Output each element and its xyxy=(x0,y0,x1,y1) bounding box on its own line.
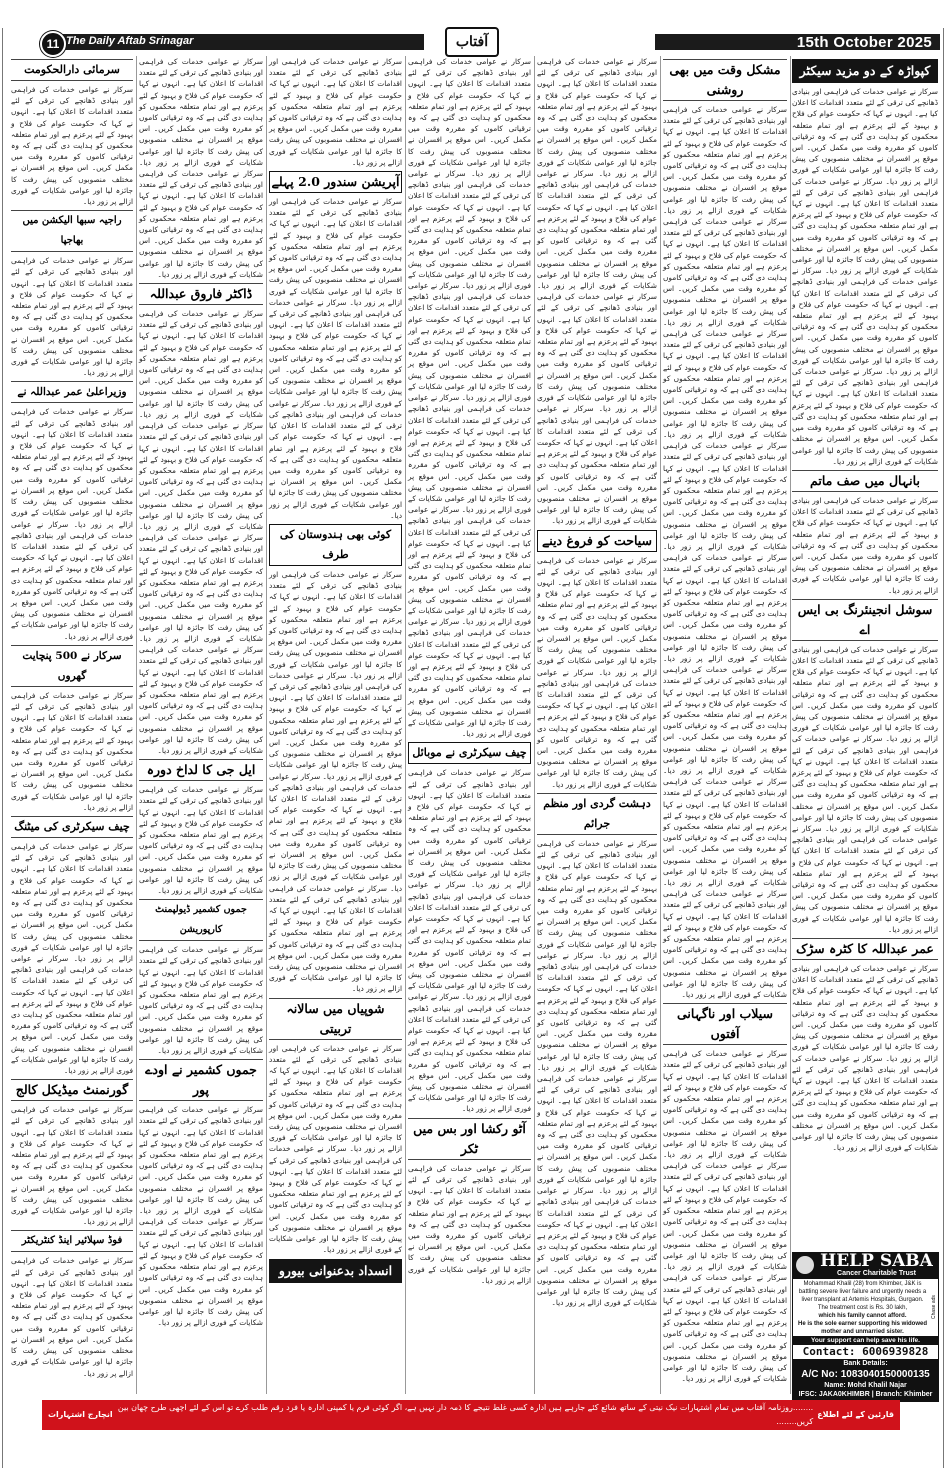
article-text: سرکار نے عوامی خدمات کی فراہمی اور بنیادی ڈھانچے کی ترقی کے لئے متعدد اقدامات کا اعلان کیا ہے۔ انہوں نے کہا کہ حکومت عوام کی فلاح و بہبود کے لئے پرعزم ہے اور تمام متعلقہ محکموں کو ہدایت دی گئی ہے کہ وہ ترقیاتی کاموں کو مقررہ وقت میں مکمل کریں۔ اس موقع پر افسران نے مختلف منصوبوں کی پیش رفت کا جائزہ لیا اور عوامی شکایات کے فوری ازالے پر زور دیا۔ xyxy=(537,950,657,1072)
article-text: سرکار نے عوامی خدمات کی فراہمی اور بنیادی ڈھانچے کی ترقی کے لئے متعدد اقدامات کا اعلان کیا ہے۔ انہوں نے کہا کہ حکومت عوام کی فلاح و بہبود کے لئے پرعزم ہے اور تمام متعلقہ محکموں کو ہدایت دی گئی ہے کہ وہ ترقیاتی کاموں کو مقررہ وقت میں مکمل کریں۔ اس موقع پر افسران نے مختلف منصوبوں کی پیش رفت کا جائزہ لیا اور عوامی شکایات کے فوری ازالے پر زور دیا۔ xyxy=(139,945,263,1056)
article-text: سرکار نے عوامی خدمات کی فراہمی اور بنیادی ڈھانچے کی ترقی کے لئے متعدد اقدامات کا اعلان کیا ہے۔ انہوں نے کہا کہ حکومت عوام کی فلاح و بہبود کے لئے پرعزم ہے اور تمام متعلقہ محکموں کو ہدایت دی گئی ہے کہ وہ ترقیاتی کاموں کو مقررہ وقت میں مکمل کریں۔ اس موقع پر افسران نے مختلف منصوبوں کی پیش رفت کا جائزہ لیا اور عوامی شکایات کے فوری ازالے پر زور دیا۔ xyxy=(537,1186,657,1308)
article-text: سرکار نے عوامی خدمات کی فراہمی اور بنیادی ڈھانچے کی ترقی کے لئے متعدد اقدامات کا اعلان کیا ہے۔ انہوں نے کہا کہ حکومت عوام کی فلاح و بہبود کے لئے پرعزم ہے اور تمام متعلقہ محکموں کو ہدایت دی گئی ہے کہ وہ ترقیاتی کاموں کو مقررہ وقت میں مکمل کریں۔ اس موقع پر افسران نے مختلف منصوبوں کی پیش رفت کا جائزہ لیا اور عوامی شکایات کے فوری ازالے پر زور دیا۔ xyxy=(663,217,787,327)
article-text: سرکار نے عوامی خدمات کی فراہمی اور بنیادی ڈھانچے کی ترقی کے لئے متعدد اقدامات کا اعلان کیا ہے۔ انہوں نے کہا کہ حکومت عوام کی فلاح و بہبود کے لئے پرعزم ہے اور تمام متعلقہ محکموں کو ہدایت دی گئی ہے کہ وہ ترقیاتی کاموں کو مقررہ وقت میں مکمل کریں۔ اس موقع پر افسران نے مختلف منصوبوں کی پیش رفت کا جائزہ لیا اور عوامی شکایات کے فوری ازالے پر زور دیا۔ xyxy=(663,329,787,439)
article-body xyxy=(537,838,657,1309)
article-text: سرکار نے عوامی خدمات کی فراہمی اور بنیادی ڈھانچے کی ترقی کے لئے متعدد اقدامات کا اعلان کیا ہے۔ انہوں نے کہا کہ حکومت عوام کی فلاح و بہبود کے لئے پرعزم ہے اور تمام متعلقہ محکموں کو ہدایت دی گئی ہے کہ وہ ترقیاتی کاموں کو مقررہ وقت میں مکمل کریں۔ اس موقع پر افسران نے مختلف منصوبوں کی پیش رفت کا جائزہ لیا اور عوامی شکایات کے فوری ازالے پر زور دیا۔ xyxy=(537,57,657,179)
article-text: سرکار نے عوامی خدمات کی فراہمی اور بنیادی ڈھانچے کی ترقی کے لئے متعدد اقدامات کا اعلان کیا ہے۔ انہوں نے کہا کہ حکومت عوام کی فلاح و بہبود کے لئے پرعزم ہے اور تمام متعلقہ محکموں کو ہدایت دی گئی ہے کہ وہ ترقیاتی کاموں کو مقررہ وقت میں مکمل کریں۔ اس موقع پر افسران نے مختلف منصوبوں کی پیش رفت کا جائزہ لیا اور عوامی شکایات کے فوری ازالے پر زور دیا۔ xyxy=(139,1217,263,1328)
help-saba-advertisement xyxy=(792,1252,939,1402)
article-text: سرکار نے عوامی خدمات کی فراہمی اور بنیادی ڈھانچے کی ترقی کے لئے متعدد اقدامات کا اعلان کیا ہے۔ انہوں نے کہا کہ حکومت عوام کی فلاح و بہبود کے لئے پرعزم ہے اور تمام متعلقہ محکموں کو ہدایت دی گئی ہے کہ وہ ترقیاتی کاموں کو مقررہ وقت میں مکمل کریں۔ اس موقع پر افسران نے مختلف منصوبوں کی پیش رفت کا جائزہ لیا اور عوامی شکایات کے فوری ازالے پر زور دیا۔ xyxy=(792,734,938,833)
column-5 xyxy=(269,56,402,1286)
headline: سیاحت کو فروغ دینے xyxy=(537,530,657,552)
article-body xyxy=(408,1163,531,1286)
article-text: سرکار نے عوامی خدمات کی فراہمی اور بنیادی ڈھانچے کی ترقی کے لئے متعدد اقدامات کا اعلان کیا ہے۔ انہوں نے کہا کہ حکومت عوام کی فلاح و بہبود کے لئے پرعزم ہے اور تمام متعلقہ محکموں کو ہدایت دی گئی ہے کہ وہ ترقیاتی کاموں کو مقررہ وقت میں مکمل کریں۔ اس موقع پر افسران نے مختلف منصوبوں کی پیش رفت کا جائزہ لیا اور عوامی شکایات کے فوری ازالے پر زور دیا۔ xyxy=(11,1105,133,1227)
article-text: سرکار نے عوامی خدمات کی فراہمی اور بنیادی ڈھانچے کی ترقی کے لئے متعدد اقدامات کا اعلان کیا ہے۔ انہوں نے کہا کہ حکومت عوام کی فلاح و بہبود کے لئے پرعزم ہے اور تمام متعلقہ محکموں کو ہدایت دی گئی ہے کہ وہ ترقیاتی کاموں کو مقررہ وقت میں مکمل کریں۔ اس موقع پر افسران نے مختلف منصوبوں کی پیش رفت کا جائزہ لیا اور عوامی شکایات کے فوری ازالے پر زور دیا۔ xyxy=(139,785,263,896)
headline: بانہال میں صف ماتم xyxy=(792,470,938,492)
article-text: سرکار نے عوامی خدمات کی فراہمی اور بنیادی ڈھانچے کی ترقی کے لئے متعدد اقدامات کا اعلان کیا ہے۔ انہوں نے کہا کہ حکومت عوام کی فلاح و بہبود کے لئے پرعزم ہے اور تمام متعلقہ محکموں کو ہدایت دی گئی ہے کہ وہ ترقیاتی کاموں کو مقررہ وقت میں مکمل کریں۔ اس موقع پر افسران نے مختلف منصوبوں کی پیش رفت کا جائزہ لیا اور عوامی شکایات کے فوری ازالے پر زور دیا۔ xyxy=(663,777,787,888)
article-text: سرکار نے عوامی خدمات کی فراہمی اور بنیادی ڈھانچے کی ترقی کے لئے متعدد اقدامات کا اعلان کیا ہے۔ انہوں نے کہا کہ حکومت عوام کی فلاح و بہبود کے لئے پرعزم ہے اور تمام متعلقہ محکموں کو ہدایت دی گئی ہے کہ وہ ترقیاتی کاموں کو مقررہ وقت میں مکمل کریں۔ اس موقع پر افسران نے مختلف منصوبوں کی پیش رفت کا جائزہ لیا اور عوامی شکایات کے فوری ازالے پر زور دیا۔ xyxy=(408,169,531,291)
article-text: سرکار نے عوامی خدمات کی فراہمی اور بنیادی ڈھانچے کی ترقی کے لئے متعدد اقدامات کا اعلان کیا ہے۔ انہوں نے کہا کہ حکومت عوام کی فلاح و بہبود کے لئے پرعزم ہے اور تمام متعلقہ محکموں کو ہدایت دی گئی ہے کہ وہ ترقیاتی کاموں کو مقررہ وقت میں مکمل کریں۔ اس موقع پر افسران نے مختلف منصوبوں کی پیش رفت کا جائزہ لیا اور عوامی شکایات کے فوری ازالے پر زور دیا۔ xyxy=(663,1161,787,1272)
article-text: سرکار نے عوامی خدمات کی فراہمی اور بنیادی ڈھانچے کی ترقی کے لئے متعدد اقدامات کا اعلان کیا ہے۔ انہوں نے کہا کہ حکومت عوام کی فلاح و بہبود کے لئے پرعزم ہے اور تمام متعلقہ محکموں کو ہدایت دی گئی ہے کہ وہ ترقیاتی کاموں کو مقررہ وقت میں مکمل کریں۔ اس موقع پر افسران نے مختلف منصوبوں کی پیش رفت کا جائزہ لیا اور عوامی شکایات کے فوری ازالے پر زور دیا۔ xyxy=(792,964,938,1063)
headline: ایل جی کا لداخ دورہ xyxy=(139,759,263,781)
column-rule xyxy=(790,56,791,1394)
article-body xyxy=(792,644,938,935)
article-text: سرکار نے عوامی خدمات کی فراہمی اور بنیادی ڈھانچے کی ترقی کے لئے متعدد اقدامات کا اعلان کیا ہے۔ انہوں نے کہا کہ حکومت عوام کی فلاح و بہبود کے لئے پرعزم ہے اور تمام متعلقہ محکموں کو ہدایت دی گئی ہے کہ وہ ترقیاتی کاموں کو مقررہ وقت میں مکمل کریں۔ اس موقع پر افسران نے مختلف منصوبوں کی پیش رفت کا جائزہ لیا اور عوامی شکایات کے فوری ازالے پر زور دیا۔ xyxy=(792,266,938,377)
help-saba-subtitle: Cancer Charitable Trust xyxy=(837,1270,916,1277)
account-number: A/C No: 1083040150000135 xyxy=(801,1368,930,1380)
article-text: سرکار نے عوامی خدمات کی فراہمی اور بنیادی ڈھانچے کی ترقی کے لئے متعدد اقدامات کا اعلان کیا ہے۔ انہوں نے کہا کہ حکومت عوام کی فلاح و بہبود کے لئے پرعزم ہے اور تمام متعلقہ محکموں کو ہدایت دی گئی ہے کہ وہ ترقیاتی کاموں کو مقررہ وقت میں مکمل کریں۔ اس موقع پر افسران نے مختلف منصوبوں کی پیش رفت کا جائزہ لیا اور عوامی شکایات کے فوری ازالے پر زور دیا۔ xyxy=(11,690,133,812)
article-text: سرکار نے عوامی خدمات کی فراہمی اور بنیادی ڈھانچے کی ترقی کے لئے متعدد اقدامات کا اعلان کیا ہے۔ انہوں نے کہا کہ حکومت عوام کی فلاح و بہبود کے لئے پرعزم ہے اور تمام متعلقہ محکموں کو ہدایت دی گئی ہے کہ وہ ترقیاتی کاموں کو مقررہ وقت میں مکمل کریں۔ اس موقع پر افسران نے مختلف منصوبوں کی پیش رفت کا جائزہ لیا اور عوامی شکایات کے فوری ازالے پر زور دیا۔ xyxy=(408,768,531,890)
article-text: سرکار نے عوامی خدمات کی فراہمی اور بنیادی ڈھانچے کی ترقی کے لئے متعدد اقدامات کا اعلان کیا ہے۔ انہوں نے کہا کہ حکومت عوام کی فلاح و بہبود کے لئے پرعزم ہے اور تمام متعلقہ محکموں کو ہدایت دی گئی ہے کہ وہ ترقیاتی کاموں کو مقررہ وقت میں مکمل کریں۔ اس موقع پر افسران نے مختلف منصوبوں کی پیش رفت کا جائزہ لیا اور عوامی شکایات کے فوری ازالے پر زور دیا۔ xyxy=(663,1049,787,1160)
paper-name: The Daily Aftab Srinagar xyxy=(66,35,194,47)
notice-text: ........روزنامہ آفتاب میں تمام اشتہارات نیک نیتی کے ساتھ شائع کئے جارہے ہیں ادارہ کسی غلط نتیجے کا ذمہ دار نہیں ہے، اگر کوئی فرم یا کمپنی ادارہ یا فرد رقم طلب کرے تو اس کے لئے اچھی طرح چھان بین کریں........ xyxy=(117,1403,814,1426)
article-body xyxy=(11,1255,133,1378)
paper-logo: آفتاب xyxy=(445,27,499,57)
help-saba-title: HELP SABA xyxy=(820,1251,933,1271)
column-rule xyxy=(266,56,267,1394)
article-text: سرکار نے عوامی خدمات کی فراہمی اور بنیادی ڈھانچے کی ترقی کے لئے متعدد اقدامات کا اعلان کیا ہے۔ انہوں نے کہا کہ حکومت عوام کی فلاح و بہبود کے لئے پرعزم ہے اور تمام متعلقہ محکموں کو ہدایت دی گئی ہے کہ وہ ترقیاتی کاموں کو مقررہ وقت میں مکمل کریں۔ اس موقع پر افسران نے مختلف منصوبوں کی پیش رفت کا جائزہ لیا اور عوامی شکایات کے فوری ازالے پر زور دیا۔ xyxy=(269,197,402,307)
headline: فوڈ سپلائیر اینڈ کنٹریکٹر xyxy=(11,1230,133,1252)
notice-label: قارئین کے لئے اطلاع xyxy=(817,1410,894,1419)
article-text: سرکار نے عوامی خدمات کی فراہمی اور بنیادی ڈھانچے کی ترقی کے لئے متعدد اقدامات کا اعلان کیا ہے۔ انہوں نے کہا کہ حکومت عوام کی فلاح و بہبود کے لئے پرعزم ہے اور تمام متعلقہ محکموں کو ہدایت دی گئی ہے کہ وہ ترقیاتی کاموں کو مقررہ وقت میں مکمل کریں۔ اس موقع پر افسران نے مختلف منصوبوں کی پیش رفت کا جائزہ لیا اور عوامی شکایات کے فوری ازالے پر زور دیا۔ xyxy=(269,398,402,520)
article-text: سرکار نے عوامی خدمات کی فراہمی اور بنیادی ڈھانچے کی ترقی کے لئے متعدد اقدامات کا اعلان کیا ہے۔ انہوں نے کہا کہ حکومت عوام کی فلاح و بہبود کے لئے پرعزم ہے اور تمام متعلقہ محکموں کو ہدایت دی گئی ہے کہ وہ ترقیاتی کاموں کو مقررہ وقت میں مکمل کریں۔ اس موقع پر افسران نے مختلف منصوبوں کی پیش رفت کا جائزہ لیا اور عوامی شکایات کے فوری ازالے پر زور دیا۔ xyxy=(139,169,263,279)
article-text: سرکار نے عوامی خدمات کی فراہمی اور بنیادی ڈھانچے کی ترقی کے لئے متعدد اقدامات کا اعلان کیا ہے۔ انہوں نے کہا کہ حکومت عوام کی فلاح و بہبود کے لئے پرعزم ہے اور تمام متعلقہ محکموں کو ہدایت دی گئی ہے کہ وہ ترقیاتی کاموں کو مقررہ وقت میں مکمل کریں۔ اس موقع پر افسران نے مختلف منصوبوں کی پیش رفت کا جائزہ لیا اور عوامی شکایات کے فوری ازالے پر زور دیا۔ xyxy=(139,645,263,755)
article-text: سرکار نے عوامی خدمات کی فراہمی اور بنیادی ڈھانچے کی ترقی کے لئے متعدد اقدامات کا اعلان کیا ہے۔ انہوں نے کہا کہ حکومت عوام کی فلاح و بہبود کے لئے پرعزم ہے اور تمام متعلقہ محکموں کو ہدایت دی گئی ہے کہ وہ ترقیاتی کاموں کو مقررہ وقت میں مکمل کریں۔ اس موقع پر افسران نے مختلف منصوبوں کی پیش رفت کا جائزہ لیا اور عوامی شکایات کے فوری ازالے پر زور دیا۔ xyxy=(11,954,133,1076)
article-body xyxy=(139,944,263,1056)
article-body xyxy=(269,196,402,521)
column-6 xyxy=(139,56,263,1330)
article-text: سرکار نے عوامی خدمات کی فراہمی اور بنیادی ڈھانچے کی ترقی کے لئے متعدد اقدامات کا اعلان کیا ہے۔ انہوں نے کہا کہ حکومت عوام کی فلاح و بہبود کے لئے پرعزم ہے اور تمام متعلقہ محکموں کو ہدایت دی گئی ہے کہ وہ ترقیاتی کاموں کو مقررہ وقت میں مکمل کریں۔ اس موقع پر افسران نے مختلف منصوبوں کی پیش رفت کا جائزہ لیا اور عوامی شکایات کے فوری ازالے پر زور دیا۔ xyxy=(139,533,263,643)
headline: آپریشن سندور 2.0 پہلے xyxy=(269,171,402,193)
article-body xyxy=(663,1048,787,1384)
appeal-line: which his family cannot afford. xyxy=(818,1313,907,1319)
article-body xyxy=(269,569,402,995)
article-text: سرکار نے عوامی خدمات کی فراہمی اور بنیادی ڈھانچے کی ترقی کے لئے متعدد اقدامات کا اعلان کیا ہے۔ انہوں نے کہا کہ حکومت عوام کی فلاح و بہبود کے لئے پرعزم ہے اور تمام متعلقہ محکموں کو ہدایت دی گئی ہے کہ وہ ترقیاتی کاموں کو مقررہ وقت میں مکمل کریں۔ اس موقع پر افسران نے مختلف منصوبوں کی پیش رفت کا جائزہ لیا اور عوامی شکایات کے فوری ازالے پر زور دیا۔ xyxy=(408,1163,531,1285)
page-number: 11 xyxy=(40,31,66,57)
article-text: سرکار نے عوامی خدمات کی فراہمی اور بنیادی ڈھانچے کی ترقی کے لئے متعدد اقدامات کا اعلان کیا ہے۔ انہوں نے کہا کہ حکومت عوام کی فلاح و بہبود کے لئے پرعزم ہے اور تمام متعلقہ محکموں کو ہدایت دی گئی ہے کہ وہ ترقیاتی کاموں کو مقررہ وقت میں مکمل کریں۔ اس موقع پر افسران نے مختلف منصوبوں کی پیش رفت کا جائزہ لیا اور عوامی شکایات کے فوری ازالے پر زور دیا۔ xyxy=(537,292,657,414)
article-body xyxy=(269,56,402,168)
column-2 xyxy=(663,56,787,1386)
notice-signature: انچارج اشتہارات xyxy=(48,1410,113,1419)
article-body xyxy=(11,255,133,378)
article-text: سرکار نے عوامی خدمات کی فراہمی اور بنیادی ڈھانچے کی ترقی کے لئے متعدد اقدامات کا اعلان کیا ہے۔ انہوں نے کہا کہ حکومت عوام کی فلاح و بہبود کے لئے پرعزم ہے اور تمام متعلقہ محکموں کو ہدایت دی گئی ہے کہ وہ ترقیاتی کاموں کو مقررہ وقت میں مکمل کریں۔ اس موقع پر افسران نے مختلف منصوبوں کی پیش رفت کا جائزہ لیا اور عوامی شکایات کے فوری ازالے پر زور دیا۔ xyxy=(792,1053,938,1153)
article-text: سرکار نے عوامی خدمات کی فراہمی اور بنیادی ڈھانچے کی ترقی کے لئے متعدد اقدامات کا اعلان کیا ہے۔ انہوں نے کہا کہ حکومت عوام کی فلاح و بہبود کے لئے پرعزم ہے اور تمام متعلقہ محکموں کو ہدایت دی گئی ہے کہ وہ ترقیاتی کاموں کو مقررہ وقت میں مکمل کریں۔ اس موقع پر افسران نے مختلف منصوبوں کی پیش رفت کا جائزہ لیا اور عوامی شکایات کے فوری ازالے پر زور دیا۔ xyxy=(139,421,263,531)
article-text: سرکار نے عوامی خدمات کی فراہمی اور بنیادی ڈھانچے کی ترقی کے لئے متعدد اقدامات کا اعلان کیا ہے۔ انہوں نے کہا کہ حکومت عوام کی فلاح و بہبود کے لئے پرعزم ہے اور تمام متعلقہ محکموں کو ہدایت دی گئی ہے کہ وہ ترقیاتی کاموں کو مقررہ وقت میں مکمل کریں۔ اس موقع پر افسران نے مختلف منصوبوں کی پیش رفت کا جائزہ لیا اور عوامی شکایات کے فوری ازالے پر زور دیا۔ xyxy=(269,57,402,167)
headline: عمر عبداللہ کا کٹرہ سڑک xyxy=(792,938,938,960)
appeal-line: Mohammad Khalil (28) from Khimber, J&K is battling severe liver failure and urgently needs a liver transplant at Artemis Hospitals, Gurgaon. The treatment cost is Rs. 30 lakh, xyxy=(798,1281,927,1311)
article-text: سرکار نے عوامی خدمات کی فراہمی اور بنیادی ڈھانچے کی ترقی کے لئے متعدد اقدامات کا اعلان کیا ہے۔ انہوں نے کہا کہ حکومت عوام کی فلاح و بہبود کے لئے پرعزم ہے اور تمام متعلقہ محکموں کو ہدایت دی گئی ہے کہ وہ ترقیاتی کاموں کو مقررہ وقت میں مکمل کریں۔ اس موقع پر افسران نے مختلف منصوبوں کی پیش رفت کا جائزہ لیا اور عوامی شکایات کے فوری ازالے پر زور دیا۔ xyxy=(11,1256,133,1378)
article-text: سرکار نے عوامی خدمات کی فراہمی اور بنیادی ڈھانچے کی ترقی کے لئے متعدد اقدامات کا اعلان کیا ہے۔ انہوں نے کہا کہ حکومت عوام کی فلاح و بہبود کے لئے پرعزم ہے اور تمام متعلقہ محکموں کو ہدایت دی گئی ہے کہ وہ ترقیاتی کاموں کو مقررہ وقت میں مکمل کریں۔ اس موقع پر افسران نے مختلف منصوبوں کی پیش رفت کا جائزہ لیا اور عوامی شکایات کے فوری ازالے پر زور دیا۔ xyxy=(537,169,657,291)
account-name: Name: Mohd Khalil Najar xyxy=(824,1381,907,1389)
headline: ڈاکٹر فاروق عبداللہ xyxy=(139,283,263,305)
masthead-left-bar xyxy=(44,34,424,50)
trust-seal-icon xyxy=(796,1256,814,1274)
article-text: سرکار نے عوامی خدمات کی فراہمی اور بنیادی ڈھانچے کی ترقی کے لئے متعدد اقدامات کا اعلان کیا ہے۔ انہوں نے کہا کہ حکومت عوام کی فلاح و بہبود کے لئے پرعزم ہے اور تمام متعلقہ محکموں کو ہدایت دی گئی ہے کہ وہ ترقیاتی کاموں کو مقررہ وقت میں مکمل کریں۔ اس موقع پر افسران نے مختلف منصوبوں کی پیش رفت کا جائزہ لیا اور عوامی شکایات کے فوری ازالے پر زور دیا۔ xyxy=(11,841,133,963)
headline: جموں کشمیر ڈیولپمنٹ کارپوریشن xyxy=(139,899,263,941)
masthead-right-bar xyxy=(655,34,940,50)
ad-caption: Chase ads xyxy=(931,1295,937,1320)
appeal-line: He is the sole earner supporting his widowed mother and unmarried sister. xyxy=(797,1321,928,1335)
help-saba-header xyxy=(793,1253,938,1279)
article-text: سرکار نے عوامی خدمات کی فراہمی اور بنیادی ڈھانچے کی ترقی کے لئے متعدد اقدامات کا اعلان کیا ہے۔ انہوں نے کہا کہ حکومت عوام کی فلاح و بہبود کے لئے پرعزم ہے اور تمام متعلقہ محکموں کو ہدایت دی گئی ہے کہ وہ ترقیاتی کاموں کو مقررہ وقت میں مکمل کریں۔ اس موقع پر افسران نے مختلف منصوبوں کی پیش رفت کا جائزہ لیا اور عوامی شکایات کے فوری ازالے پر زور دیا۔ xyxy=(269,1144,402,1255)
article-text: سرکار نے عوامی خدمات کی فراہمی اور بنیادی ڈھانچے کی ترقی کے لئے متعدد اقدامات کا اعلان کیا ہے۔ انہوں نے کہا کہ حکومت عوام کی فلاح و بہبود کے لئے پرعزم ہے اور تمام متعلقہ محکموں کو ہدایت دی گئی ہے کہ وہ ترقیاتی کاموں کو مقررہ وقت میں مکمل کریں۔ اس موقع پر افسران نے مختلف منصوبوں کی پیش رفت کا جائزہ لیا اور عوامی شکایات کے فوری ازالے پر زور دیا۔ xyxy=(792,495,938,595)
headline: مشکل وقت میں بھی روشنی xyxy=(663,59,787,101)
article-text: سرکار نے عوامی خدمات کی فراہمی اور بنیادی ڈھانچے کی ترقی کے لئے متعدد اقدامات کا اعلان کیا ہے۔ انہوں نے کہا کہ حکومت عوام کی فلاح و بہبود کے لئے پرعزم ہے اور تمام متعلقہ محکموں کو ہدایت دی گئی ہے کہ وہ ترقیاتی کاموں کو مقررہ وقت میں مکمل کریں۔ اس موقع پر افسران نے مختلف منصوبوں کی پیش رفت کا جائزہ لیا اور عوامی شکایات کے فوری ازالے پر زور دیا۔ xyxy=(663,105,787,215)
article-body xyxy=(11,690,133,813)
article-text: سرکار نے عوامی خدمات کی فراہمی اور بنیادی ڈھانچے کی ترقی کے لئے متعدد اقدامات کا اعلان کیا ہے۔ انہوں نے کہا کہ حکومت عوام کی فلاح و بہبود کے لئے پرعزم ہے اور تمام متعلقہ محکموں کو ہدایت دی گئی ہے کہ وہ ترقیاتی کاموں کو مقررہ وقت میں مکمل کریں۔ اس موقع پر افسران نے مختلف منصوبوں کی پیش رفت کا جائزہ لیا اور عوامی شکایات کے فوری ازالے پر زور دیا۔ xyxy=(792,644,938,744)
article-text: سرکار نے عوامی خدمات کی فراہمی اور بنیادی ڈھانچے کی ترقی کے لئے متعدد اقدامات کا اعلان کیا ہے۔ انہوں نے کہا کہ حکومت عوام کی فلاح و بہبود کے لئے پرعزم ہے اور تمام متعلقہ محکموں کو ہدایت دی گئی ہے کہ وہ ترقیاتی کاموں کو مقررہ وقت میں مکمل کریں۔ اس موقع پر افسران نے مختلف منصوبوں کی پیش رفت کا جائزہ لیا اور عوامی شکایات کے فوری ازالے پر زور دیا۔ xyxy=(269,771,402,893)
article-body xyxy=(11,1104,133,1227)
issue-date: 15th October 2025 xyxy=(796,34,932,51)
article-text: سرکار نے عوامی خدمات کی فراہمی اور بنیادی ڈھانچے کی ترقی کے لئے متعدد اقدامات کا اعلان کیا ہے۔ انہوں نے کہا کہ حکومت عوام کی فلاح و بہبود کے لئے پرعزم ہے اور تمام متعلقہ محکموں کو ہدایت دی گئی ہے کہ وہ ترقیاتی کاموں کو مقررہ وقت میں مکمل کریں۔ اس موقع پر افسران نے مختلف منصوبوں کی پیش رفت کا جائزہ لیا اور عوامی شکایات کے فوری ازالے پر زور دیا۔ xyxy=(11,519,133,641)
column-rule xyxy=(136,56,137,1394)
article-text: سرکار نے عوامی خدمات کی فراہمی اور بنیادی ڈھانچے کی ترقی کے لئے متعدد اقدامات کا اعلان کیا ہے۔ انہوں نے کہا کہ حکومت عوام کی فلاح و بہبود کے لئے پرعزم ہے اور تمام متعلقہ محکموں کو ہدایت دی گئی ہے کہ وہ ترقیاتی کاموں کو مقررہ وقت میں مکمل کریں۔ اس موقع پر افسران نے مختلف منصوبوں کی پیش رفت کا جائزہ لیا اور عوامی شکایات کے فوری ازالے پر زور دیا۔ xyxy=(269,670,402,781)
article-body xyxy=(537,555,657,790)
article-text: سرکار نے عوامی خدمات کی فراہمی اور بنیادی ڈھانچے کی ترقی کے لئے متعدد اقدامات کا اعلان کیا ہے۔ انہوں نے کہا کہ حکومت عوام کی فلاح و بہبود کے لئے پرعزم ہے اور تمام متعلقہ محکموں کو ہدایت دی گئی ہے کہ وہ ترقیاتی کاموں کو مقررہ وقت میں مکمل کریں۔ اس موقع پر افسران نے مختلف منصوبوں کی پیش رفت کا جائزہ لیا اور عوامی شکایات کے فوری ازالے پر زور دیا۔ xyxy=(408,992,531,1114)
headline: چیف سیکرٹری نے موبائل xyxy=(408,742,531,764)
column-rule xyxy=(660,56,661,1394)
article-text: سرکار نے عوامی خدمات کی فراہمی اور بنیادی ڈھانچے کی ترقی کے لئے متعدد اقدامات کا اعلان کیا ہے۔ انہوں نے کہا کہ حکومت عوام کی فلاح و بہبود کے لئے پرعزم ہے اور تمام متعلقہ محکموں کو ہدایت دی گئی ہے کہ وہ ترقیاتی کاموں کو مقررہ وقت میں مکمل کریں۔ اس موقع پر افسران نے مختلف منصوبوں کی پیش رفت کا جائزہ لیا اور عوامی شکایات کے فوری ازالے پر زور دیا۔ xyxy=(408,505,531,627)
column-4 xyxy=(408,56,531,1288)
headline: دہشت گردی اور منظم جرائم xyxy=(537,793,657,835)
headline: کوئی بھی ہندوستان کی طرف xyxy=(269,524,402,566)
article-text: سرکار نے عوامی خدمات کی فراہمی اور بنیادی ڈھانچے کی ترقی کے لئے متعدد اقدامات کا اعلان کیا ہے۔ انہوں نے کہا کہ حکومت عوام کی فلاح و بہبود کے لئے پرعزم ہے اور تمام متعلقہ محکموں کو ہدایت دی گئی ہے کہ وہ ترقیاتی کاموں کو مقررہ وقت میں مکمل کریں۔ اس موقع پر افسران نے مختلف منصوبوں کی پیش رفت کا جائزہ لیا اور عوامی شکایات کے فوری ازالے پر زور دیا۔ xyxy=(408,57,531,179)
article-body xyxy=(537,56,657,527)
headline: گورنمنٹ میڈیکل کالج xyxy=(11,1079,133,1101)
article-text: سرکار نے عوامی خدمات کی فراہمی اور بنیادی ڈھانچے کی ترقی کے لئے متعدد اقدامات کا اعلان کیا ہے۔ انہوں نے کہا کہ حکومت عوام کی فلاح و بہبود کے لئے پرعزم ہے اور تمام متعلقہ محکموں کو ہدایت دی گئی ہے کہ وہ ترقیاتی کاموں کو مقررہ وقت میں مکمل کریں۔ اس موقع پر افسران نے مختلف منصوبوں کی پیش رفت کا جائزہ لیا اور عوامی شکایات کے فوری ازالے پر زور دیا۔ xyxy=(792,87,938,186)
headline: چیف سیکرٹری کی میٹنگ xyxy=(11,816,133,838)
article-text: سرکار نے عوامی خدمات کی فراہمی اور بنیادی ڈھانچے کی ترقی کے لئے متعدد اقدامات کا اعلان کیا ہے۔ انہوں نے کہا کہ حکومت عوام کی فلاح و بہبود کے لئے پرعزم ہے اور تمام متعلقہ محکموں کو ہدایت دی گئی ہے کہ وہ ترقیاتی کاموں کو مقررہ وقت میں مکمل کریں۔ اس موقع پر افسران نے مختلف منصوبوں کی پیش رفت کا جائزہ لیا اور عوامی شکایات کے فوری ازالے پر زور دیا۔ xyxy=(139,1105,263,1216)
article-body xyxy=(663,104,787,1000)
article-body xyxy=(11,84,133,207)
headline: انسداد بدعنوانی بیورو xyxy=(269,1259,402,1283)
headline: سرکار نے 500 پنچایت گھروں xyxy=(11,645,133,687)
headline: آٹو رکشا اور بس میں ٹکر xyxy=(408,1118,531,1160)
article-text: سرکار نے عوامی خدمات کی فراہمی اور بنیادی ڈھانچے کی ترقی کے لئے متعدد اقدامات کا اعلان کیا ہے۔ انہوں نے کہا کہ حکومت عوام کی فلاح و بہبود کے لئے پرعزم ہے اور تمام متعلقہ محکموں کو ہدایت دی گئی ہے کہ وہ ترقیاتی کاموں کو مقررہ وقت میں مکمل کریں۔ اس موقع پر افسران نے مختلف منصوبوں کی پیش رفت کا جائزہ لیا اور عوامی شکایات کے فوری ازالے پر زور دیا۔ xyxy=(537,838,657,960)
article-body xyxy=(792,86,938,467)
article-text: سرکار نے عوامی خدمات کی فراہمی اور بنیادی ڈھانچے کی ترقی کے لئے متعدد اقدامات کا اعلان کیا ہے۔ انہوں نے کہا کہ حکومت عوام کی فلاح و بہبود کے لئے پرعزم ہے اور تمام متعلقہ محکموں کو ہدایت دی گئی ہے کہ وہ ترقیاتی کاموں کو مقررہ وقت میں مکمل کریں۔ اس موقع پر افسران نے مختلف منصوبوں کی پیش رفت کا جائزہ لیا اور عوامی شکایات کے فوری ازالے پر زور دیا۔ xyxy=(663,665,787,775)
article-body xyxy=(11,841,133,1076)
headline: وزیراعلیٰ عمر عبداللہ نے xyxy=(11,381,133,403)
article-text: سرکار نے عوامی خدمات کی فراہمی اور بنیادی ڈھانچے کی ترقی کے لئے متعدد اقدامات کا اعلان کیا ہے۔ انہوں نے کہا کہ حکومت عوام کی فلاح و بہبود کے لئے پرعزم ہے اور تمام متعلقہ محکموں کو ہدایت دی گئی ہے کہ وہ ترقیاتی کاموں کو مقررہ وقت میں مکمل کریں۔ اس موقع پر افسران نے مختلف منصوبوں کی پیش رفت کا جائزہ لیا اور عوامی شکایات کے فوری ازالے پر زور دیا۔ xyxy=(269,1043,402,1154)
article-text: سرکار نے عوامی خدمات کی فراہمی اور بنیادی ڈھانچے کی ترقی کے لئے متعدد اقدامات کا اعلان کیا ہے۔ انہوں نے کہا کہ حکومت عوام کی فلاح و بہبود کے لئے پرعزم ہے اور تمام متعلقہ محکموں کو ہدایت دی گئی ہے کہ وہ ترقیاتی کاموں کو مقررہ وقت میں مکمل کریں۔ اس موقع پر افسران نے مختلف منصوبوں کی پیش رفت کا جائزہ لیا اور عوامی شکایات کے فوری ازالے پر زور دیا۔ xyxy=(663,441,787,551)
article-text: سرکار نے عوامی خدمات کی فراہمی اور بنیادی ڈھانچے کی ترقی کے لئے متعدد اقدامات کا اعلان کیا ہے۔ انہوں نے کہا کہ حکومت عوام کی فلاح و بہبود کے لئے پرعزم ہے اور تمام متعلقہ محکموں کو ہدایت دی گئی ہے کہ وہ ترقیاتی کاموں کو مقررہ وقت میں مکمل کریں۔ اس موقع پر افسران نے مختلف منصوبوں کی پیش رفت کا جائزہ لیا اور عوامی شکایات کے فوری ازالے پر زور دیا۔ xyxy=(139,57,263,167)
article-text: سرکار نے عوامی خدمات کی فراہمی اور بنیادی ڈھانچے کی ترقی کے لئے متعدد اقدامات کا اعلان کیا ہے۔ انہوں نے کہا کہ حکومت عوام کی فلاح و بہبود کے لئے پرعزم ہے اور تمام متعلقہ محکموں کو ہدایت دی گئی ہے کہ وہ ترقیاتی کاموں کو مقررہ وقت میں مکمل کریں۔ اس موقع پر افسران نے مختلف منصوبوں کی پیش رفت کا جائزہ لیا اور عوامی شکایات کے فوری ازالے پر زور دیا۔ xyxy=(139,309,263,419)
help-saba-appeal-wrap xyxy=(793,1279,938,1336)
article-body xyxy=(139,56,263,280)
article-body xyxy=(139,1104,263,1328)
headline: راجیہ سبھا الیکشن میں بھاجپا xyxy=(11,210,133,252)
readers-notice-banner xyxy=(42,1400,900,1430)
headline: کپواڑہ کے دو مزید سیکٹر xyxy=(792,59,938,83)
article-text: سرکار نے عوامی خدمات کی فراہمی اور بنیادی ڈھانچے کی ترقی کے لئے متعدد اقدامات کا اعلان کیا ہے۔ انہوں نے کہا کہ حکومت عوام کی فلاح و بہبود کے لئے پرعزم ہے اور تمام متعلقہ محکموں کو ہدایت دی گئی ہے کہ وہ ترقیاتی کاموں کو مقررہ وقت میں مکمل کریں۔ اس موقع پر افسران نے مختلف منصوبوں کی پیش رفت کا جائزہ لیا اور عوامی شکایات کے فوری ازالے پر زور دیا۔ xyxy=(408,880,531,1002)
article-body xyxy=(11,406,133,641)
article-body xyxy=(792,495,938,596)
article-body xyxy=(408,767,531,1114)
headline: سیلاب اور ناگہانی آفتوں xyxy=(663,1003,787,1045)
headline: سرمائی دارالحکومت xyxy=(11,59,133,81)
column-7 xyxy=(11,56,133,1381)
article-text: سرکار نے عوامی خدمات کی فراہمی اور بنیادی ڈھانچے کی ترقی کے لئے متعدد اقدامات کا اعلان کیا ہے۔ انہوں نے کہا کہ حکومت عوام کی فلاح و بہبود کے لئے پرعزم ہے اور تمام متعلقہ محکموں کو ہدایت دی گئی ہے کہ وہ ترقیاتی کاموں کو مقررہ وقت میں مکمل کریں۔ اس موقع پر افسران نے مختلف منصوبوں کی پیش رفت کا جائزہ لیا اور عوامی شکایات کے فوری ازالے پر زور دیا۔ xyxy=(269,297,402,408)
bank-label: Bank Details: xyxy=(843,1360,888,1367)
article-body xyxy=(269,1043,402,1256)
article-text: سرکار نے عوامی خدمات کی فراہمی اور بنیادی ڈھانچے کی ترقی کے لئے متعدد اقدامات کا اعلان کیا ہے۔ انہوں نے کہا کہ حکومت عوام کی فلاح و بہبود کے لئے پرعزم ہے اور تمام متعلقہ محکموں کو ہدایت دی گئی ہے کہ وہ ترقیاتی کاموں کو مقررہ وقت میں مکمل کریں۔ اس موقع پر افسران نے مختلف منصوبوں کی پیش رفت کا جائزہ لیا اور عوامی شکایات کے فوری ازالے پر زور دیا۔ xyxy=(408,281,531,403)
article-text: سرکار نے عوامی خدمات کی فراہمی اور بنیادی ڈھانچے کی ترقی کے لئے متعدد اقدامات کا اعلان کیا ہے۔ انہوں نے کہا کہ حکومت عوام کی فلاح و بہبود کے لئے پرعزم ہے اور تمام متعلقہ محکموں کو ہدایت دی گئی ہے کہ وہ ترقیاتی کاموں کو مقررہ وقت میں مکمل کریں۔ اس موقع پر افسران نے مختلف منصوبوں کی پیش رفت کا جائزہ لیا اور عوامی شکایات کے فوری ازالے پر زور دیا۔ xyxy=(408,393,531,515)
column-rule xyxy=(534,56,535,1394)
column-rule xyxy=(405,56,406,1394)
article-body xyxy=(139,308,263,756)
article-text: سرکار نے عوامی خدمات کی فراہمی اور بنیادی ڈھانچے کی ترقی کے لئے متعدد اقدامات کا اعلان کیا ہے۔ انہوں نے کہا کہ حکومت عوام کی فلاح و بہبود کے لئے پرعزم ہے اور تمام متعلقہ محکموں کو ہدایت دی گئی ہے کہ وہ ترقیاتی کاموں کو مقررہ وقت میں مکمل کریں۔ اس موقع پر افسران نے مختلف منصوبوں کی پیش رفت کا جائزہ لیا اور عوامی شکایات کے فوری ازالے پر زور دیا۔ xyxy=(11,256,133,378)
article-text: سرکار نے عوامی خدمات کی فراہمی اور بنیادی ڈھانچے کی ترقی کے لئے متعدد اقدامات کا اعلان کیا ہے۔ انہوں نے کہا کہ حکومت عوام کی فلاح و بہبود کے لئے پرعزم ہے اور تمام متعلقہ محکموں کو ہدایت دی گئی ہے کہ وہ ترقیاتی کاموں کو مقررہ وقت میں مکمل کریں۔ اس موقع پر افسران نے مختلف منصوبوں کی پیش رفت کا جائزہ لیا اور عوامی شکایات کے فوری ازالے پر زور دیا۔ xyxy=(792,367,938,466)
contact-number: Contact: 6006939828 xyxy=(802,1345,929,1358)
article-text: سرکار نے عوامی خدمات کی فراہمی اور بنیادی ڈھانچے کی ترقی کے لئے متعدد اقدامات کا اعلان کیا ہے۔ انہوں نے کہا کہ حکومت عوام کی فلاح و بہبود کے لئے پرعزم ہے اور تمام متعلقہ محکموں کو ہدایت دی گئی ہے کہ وہ ترقیاتی کاموں کو مقررہ وقت میں مکمل کریں۔ اس موقع پر افسران نے مختلف منصوبوں کی پیش رفت کا جائزہ لیا اور عوامی شکایات کے فوری ازالے پر زور دیا۔ xyxy=(663,553,787,663)
article-text: سرکار نے عوامی خدمات کی فراہمی اور بنیادی ڈھانچے کی ترقی کے لئے متعدد اقدامات کا اعلان کیا ہے۔ انہوں نے کہا کہ حکومت عوام کی فلاح و بہبود کے لئے پرعزم ہے اور تمام متعلقہ محکموں کو ہدایت دی گئی ہے کہ وہ ترقیاتی کاموں کو مقررہ وقت میں مکمل کریں۔ اس موقع پر افسران نے مختلف منصوبوں کی پیش رفت کا جائزہ لیا اور عوامی شکایات کے فوری ازالے پر زور دیا۔ xyxy=(792,823,938,934)
article-text: سرکار نے عوامی خدمات کی فراہمی اور بنیادی ڈھانچے کی ترقی کے لئے متعدد اقدامات کا اعلان کیا ہے۔ انہوں نے کہا کہ حکومت عوام کی فلاح و بہبود کے لئے پرعزم ہے اور تمام متعلقہ محکموں کو ہدایت دی گئی ہے کہ وہ ترقیاتی کاموں کو مقررہ وقت میں مکمل کریں۔ اس موقع پر افسران نے مختلف منصوبوں کی پیش رفت کا جائزہ لیا اور عوامی شکایات کے فوری ازالے پر زور دیا۔ xyxy=(269,569,402,680)
article-text: سرکار نے عوامی خدمات کی فراہمی اور بنیادی ڈھانچے کی ترقی کے لئے متعدد اقدامات کا اعلان کیا ہے۔ انہوں نے کہا کہ حکومت عوام کی فلاح و بہبود کے لئے پرعزم ہے اور تمام متعلقہ محکموں کو ہدایت دی گئی ہے کہ وہ ترقیاتی کاموں کو مقررہ وقت میں مکمل کریں۔ اس موقع پر افسران نے مختلف منصوبوں کی پیش رفت کا جائزہ لیا اور عوامی شکایات کے فوری ازالے پر زور دیا۔ xyxy=(11,407,133,529)
article-text: سرکار نے عوامی خدمات کی فراہمی اور بنیادی ڈھانچے کی ترقی کے لئے متعدد اقدامات کا اعلان کیا ہے۔ انہوں نے کہا کہ حکومت عوام کی فلاح و بہبود کے لئے پرعزم ہے اور تمام متعلقہ محکموں کو ہدایت دی گئی ہے کہ وہ ترقیاتی کاموں کو مقررہ وقت میں مکمل کریں۔ اس موقع پر افسران نے مختلف منصوبوں کی پیش رفت کا جائزہ لیا اور عوامی شکایات کے فوری ازالے پر زور دیا۔ xyxy=(408,617,531,739)
article-text: سرکار نے عوامی خدمات کی فراہمی اور بنیادی ڈھانچے کی ترقی کے لئے متعدد اقدامات کا اعلان کیا ہے۔ انہوں نے کہا کہ حکومت عوام کی فلاح و بہبود کے لئے پرعزم ہے اور تمام متعلقہ محکموں کو ہدایت دی گئی ہے کہ وہ ترقیاتی کاموں کو مقررہ وقت میں مکمل کریں۔ اس موقع پر افسران نے مختلف منصوبوں کی پیش رفت کا جائزہ لیا اور عوامی شکایات کے فوری ازالے پر زور دیا۔ xyxy=(663,1273,787,1384)
column-1 xyxy=(792,56,938,1155)
support-line: Your support can help save his life. xyxy=(793,1336,938,1345)
article-text: سرکار نے عوامی خدمات کی فراہمی اور بنیادی ڈھانچے کی ترقی کے لئے متعدد اقدامات کا اعلان کیا ہے۔ انہوں نے کہا کہ حکومت عوام کی فلاح و بہبود کے لئے پرعزم ہے اور تمام متعلقہ محکموں کو ہدایت دی گئی ہے کہ وہ ترقیاتی کاموں کو مقررہ وقت میں مکمل کریں۔ اس موقع پر افسران نے مختلف منصوبوں کی پیش رفت کا جائزہ لیا اور عوامی شکایات کے فوری ازالے پر زور دیا۔ xyxy=(11,85,133,207)
ifsc-branch: IFSC: JAKA0KHIMBR | Branch: Khimber xyxy=(798,1391,933,1398)
bank-details xyxy=(793,1359,938,1401)
headline: شوپیاں میں سالانہ تربیتی xyxy=(269,998,402,1040)
article-body xyxy=(139,784,263,896)
headline: جموں کشمیر نے اودے پور xyxy=(139,1059,263,1101)
article-body xyxy=(792,963,938,1153)
article-text: سرکار نے عوامی خدمات کی فراہمی اور بنیادی ڈھانچے کی ترقی کے لئے متعدد اقدامات کا اعلان کیا ہے۔ انہوں نے کہا کہ حکومت عوام کی فلاح و بہبود کے لئے پرعزم ہے اور تمام متعلقہ محکموں کو ہدایت دی گئی ہے کہ وہ ترقیاتی کاموں کو مقررہ وقت میں مکمل کریں۔ اس موقع پر افسران نے مختلف منصوبوں کی پیش رفت کا جائزہ لیا اور عوامی شکایات کے فوری ازالے پر زور دیا۔ xyxy=(537,667,657,789)
article-text: سرکار نے عوامی خدمات کی فراہمی اور بنیادی ڈھانچے کی ترقی کے لئے متعدد اقدامات کا اعلان کیا ہے۔ انہوں نے کہا کہ حکومت عوام کی فلاح و بہبود کے لئے پرعزم ہے اور تمام متعلقہ محکموں کو ہدایت دی گئی ہے کہ وہ ترقیاتی کاموں کو مقررہ وقت میں مکمل کریں۔ اس موقع پر افسران نے مختلف منصوبوں کی پیش رفت کا جائزہ لیا اور عوامی شکایات کے فوری ازالے پر زور دیا۔ xyxy=(537,1074,657,1196)
column-3 xyxy=(537,56,657,1310)
help-saba-appeal xyxy=(793,1279,931,1336)
headline: سوشل انجینئرنگ بی ایس اے xyxy=(792,599,938,641)
article-text: سرکار نے عوامی خدمات کی فراہمی اور بنیادی ڈھانچے کی ترقی کے لئے متعدد اقدامات کا اعلان کیا ہے۔ انہوں نے کہا کہ حکومت عوام کی فلاح و بہبود کے لئے پرعزم ہے اور تمام متعلقہ محکموں کو ہدایت دی گئی ہے کہ وہ ترقیاتی کاموں کو مقررہ وقت میں مکمل کریں۔ اس موقع پر افسران نے مختلف منصوبوں کی پیش رفت کا جائزہ لیا اور عوامی شکایات کے فوری ازالے پر زور دیا۔ xyxy=(792,176,938,276)
article-text: سرکار نے عوامی خدمات کی فراہمی اور بنیادی ڈھانچے کی ترقی کے لئے متعدد اقدامات کا اعلان کیا ہے۔ انہوں نے کہا کہ حکومت عوام کی فلاح و بہبود کے لئے پرعزم ہے اور تمام متعلقہ محکموں کو ہدایت دی گئی ہے کہ وہ ترقیاتی کاموں کو مقررہ وقت میں مکمل کریں۔ اس موقع پر افسران نے مختلف منصوبوں کی پیش رفت کا جائزہ لیا اور عوامی شکایات کے فوری ازالے پر زور دیا۔ xyxy=(537,404,657,526)
article-text: سرکار نے عوامی خدمات کی فراہمی اور بنیادی ڈھانچے کی ترقی کے لئے متعدد اقدامات کا اعلان کیا ہے۔ انہوں نے کہا کہ حکومت عوام کی فلاح و بہبود کے لئے پرعزم ہے اور تمام متعلقہ محکموں کو ہدایت دی گئی ہے کہ وہ ترقیاتی کاموں کو مقررہ وقت میں مکمل کریں۔ اس موقع پر افسران نے مختلف منصوبوں کی پیش رفت کا جائزہ لیا اور عوامی شکایات کے فوری ازالے پر زور دیا۔ xyxy=(663,889,787,1000)
article-text: سرکار نے عوامی خدمات کی فراہمی اور بنیادی ڈھانچے کی ترقی کے لئے متعدد اقدامات کا اعلان کیا ہے۔ انہوں نے کہا کہ حکومت عوام کی فلاح و بہبود کے لئے پرعزم ہے اور تمام متعلقہ محکموں کو ہدایت دی گئی ہے کہ وہ ترقیاتی کاموں کو مقررہ وقت میں مکمل کریں۔ اس موقع پر افسران نے مختلف منصوبوں کی پیش رفت کا جائزہ لیا اور عوامی شکایات کے فوری ازالے پر زور دیا۔ xyxy=(269,883,402,994)
article-body xyxy=(408,56,531,739)
article-text: سرکار نے عوامی خدمات کی فراہمی اور بنیادی ڈھانچے کی ترقی کے لئے متعدد اقدامات کا اعلان کیا ہے۔ انہوں نے کہا کہ حکومت عوام کی فلاح و بہبود کے لئے پرعزم ہے اور تمام متعلقہ محکموں کو ہدایت دی گئی ہے کہ وہ ترقیاتی کاموں کو مقررہ وقت میں مکمل کریں۔ اس موقع پر افسران نے مختلف منصوبوں کی پیش رفت کا جائزہ لیا اور عوامی شکایات کے فوری ازالے پر زور دیا۔ xyxy=(537,555,657,677)
